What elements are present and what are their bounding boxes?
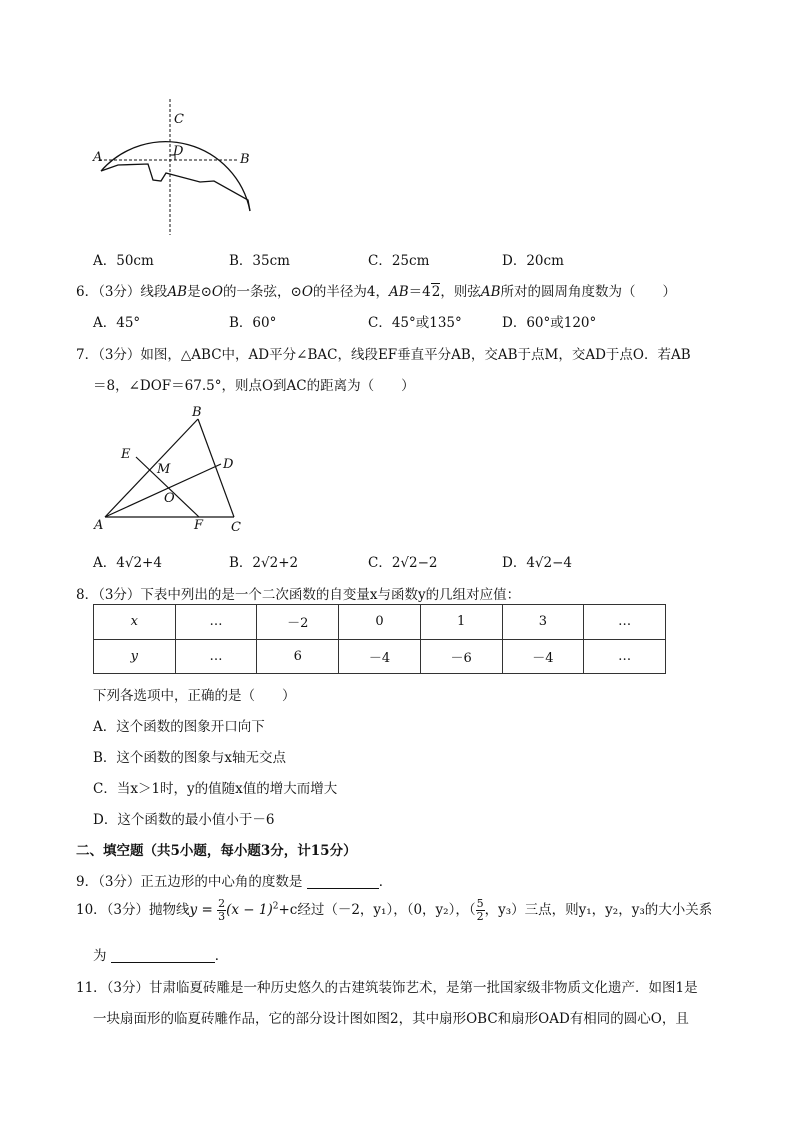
table-cell: … bbox=[584, 639, 666, 674]
q7-stem-line1: 7．（3分）如图，△ABC中，AD平分∠BAC，线段EF垂直平分AB，交AB于点M，交AD于点O．若AB bbox=[76, 347, 691, 363]
table-cell: … bbox=[584, 605, 666, 640]
q8-option-c: C．当x＞1时，y的值随x值的增大而增大 bbox=[93, 781, 338, 797]
label-e: E bbox=[121, 447, 131, 462]
q8-option-a: A．这个函数的图象开口向下 bbox=[93, 719, 265, 735]
label-d: D bbox=[223, 457, 234, 472]
table-cell: －4 bbox=[339, 639, 421, 674]
table-cell: … bbox=[175, 639, 257, 674]
q5-option-c: C．25cm bbox=[368, 253, 430, 269]
q11-stem-line2: 一块扇面形的临夏砖雕作品，它的部分设计图如图2，其中扇形OBC和扇形OAD有相同的圆心O，且 bbox=[93, 1011, 689, 1027]
label-c: C bbox=[174, 112, 184, 127]
q8-option-d: D．这个函数的最小值小于－6 bbox=[93, 812, 275, 828]
figure-q5 bbox=[88, 95, 268, 240]
q8-option-b: B．这个函数的图象与x轴无交点 bbox=[93, 750, 287, 766]
table-cell: … bbox=[175, 605, 257, 640]
table-row-x bbox=[94, 605, 666, 640]
q7-stem-line2: ＝8，∠DOF＝67.5°，则点O到AC的距离为（ ） bbox=[93, 378, 415, 394]
table-cell: －6 bbox=[420, 639, 502, 674]
q6-option-a: A．45° bbox=[93, 315, 141, 331]
q6-option-d: D．60°或120° bbox=[502, 315, 597, 331]
q7-option-b: B．2√2+2 bbox=[229, 555, 299, 571]
label-c: C bbox=[231, 520, 241, 535]
q5-option-a: A．50cm bbox=[93, 253, 154, 269]
answer-blank[interactable] bbox=[111, 948, 215, 963]
q5-option-b: B．35cm bbox=[229, 253, 290, 269]
table-cell: 3 bbox=[502, 605, 584, 640]
label-f: F bbox=[194, 518, 204, 533]
label-b: B bbox=[240, 152, 250, 167]
answer-blank[interactable] bbox=[307, 874, 379, 889]
figure-q7 bbox=[88, 402, 253, 537]
table-cell: －4 bbox=[502, 639, 584, 674]
q6-option-c: C．45°或135° bbox=[368, 315, 462, 331]
table-cell: y bbox=[94, 639, 176, 674]
label-m: M bbox=[157, 462, 171, 477]
q6-option-b: B．60° bbox=[229, 315, 277, 331]
broken-edge bbox=[101, 164, 250, 211]
q7-option-d: D．4√2−4 bbox=[502, 555, 573, 571]
table-cell: 1 bbox=[420, 605, 502, 640]
q8-value-table bbox=[93, 604, 666, 674]
table-cell: x bbox=[94, 605, 176, 640]
q10-stem: 10．（3分）抛物线y = $\frac{2}{3}$ $(x - 1)^2+c$经过（－2，y₁），（0，y₂），（ $\frac{5}{2}$ ，y₃）三点，则y₁，y₂，y₃的大小关系 bbox=[76, 897, 713, 923]
label-o: O bbox=[164, 491, 175, 506]
q5-option-d: D．20cm bbox=[502, 253, 564, 269]
section-heading: 二、填空题（共5小题，每小题3分，计15分） bbox=[76, 843, 357, 859]
q8-stem: 8．（3分）下表中列出的是一个二次函数的自变量x与函数y的几组对应值： bbox=[76, 587, 521, 603]
fraction: $\frac{2}{3}$ bbox=[218, 897, 226, 923]
q8-question: 下列各选项中，正确的是（ ） bbox=[93, 688, 296, 704]
table-cell: 0 bbox=[339, 605, 421, 640]
label-d: D bbox=[173, 144, 184, 159]
table-row-y bbox=[94, 639, 666, 674]
label-b: B bbox=[192, 405, 202, 420]
table-cell: 6 bbox=[257, 639, 339, 674]
q11-stem-line1: 11．（3分）甘肃临夏砖雕是一种历史悠久的古建筑装饰艺术，是第一批国家级非物质文化遗产．如图1是 bbox=[76, 980, 698, 996]
label-a: A bbox=[94, 518, 104, 533]
q7-option-a: A．4√2+4 bbox=[93, 555, 162, 571]
table-cell: －2 bbox=[257, 605, 339, 640]
q6-stem: 6．（3分）线段AB是⊙O的一条弦，⊙O的半径为4，AB＝42，则弦AB所对的圆周角度数为（ ） bbox=[76, 284, 677, 300]
q9-stem: 9．（3分）正五边形的中心角的度数是 ． bbox=[76, 874, 393, 890]
fraction: $\frac{5}{2}$ bbox=[476, 897, 484, 923]
q7-option-c: C．2√2−2 bbox=[368, 555, 438, 571]
label-a: A bbox=[93, 150, 103, 165]
q10-line2: 为 ． bbox=[93, 948, 229, 964]
